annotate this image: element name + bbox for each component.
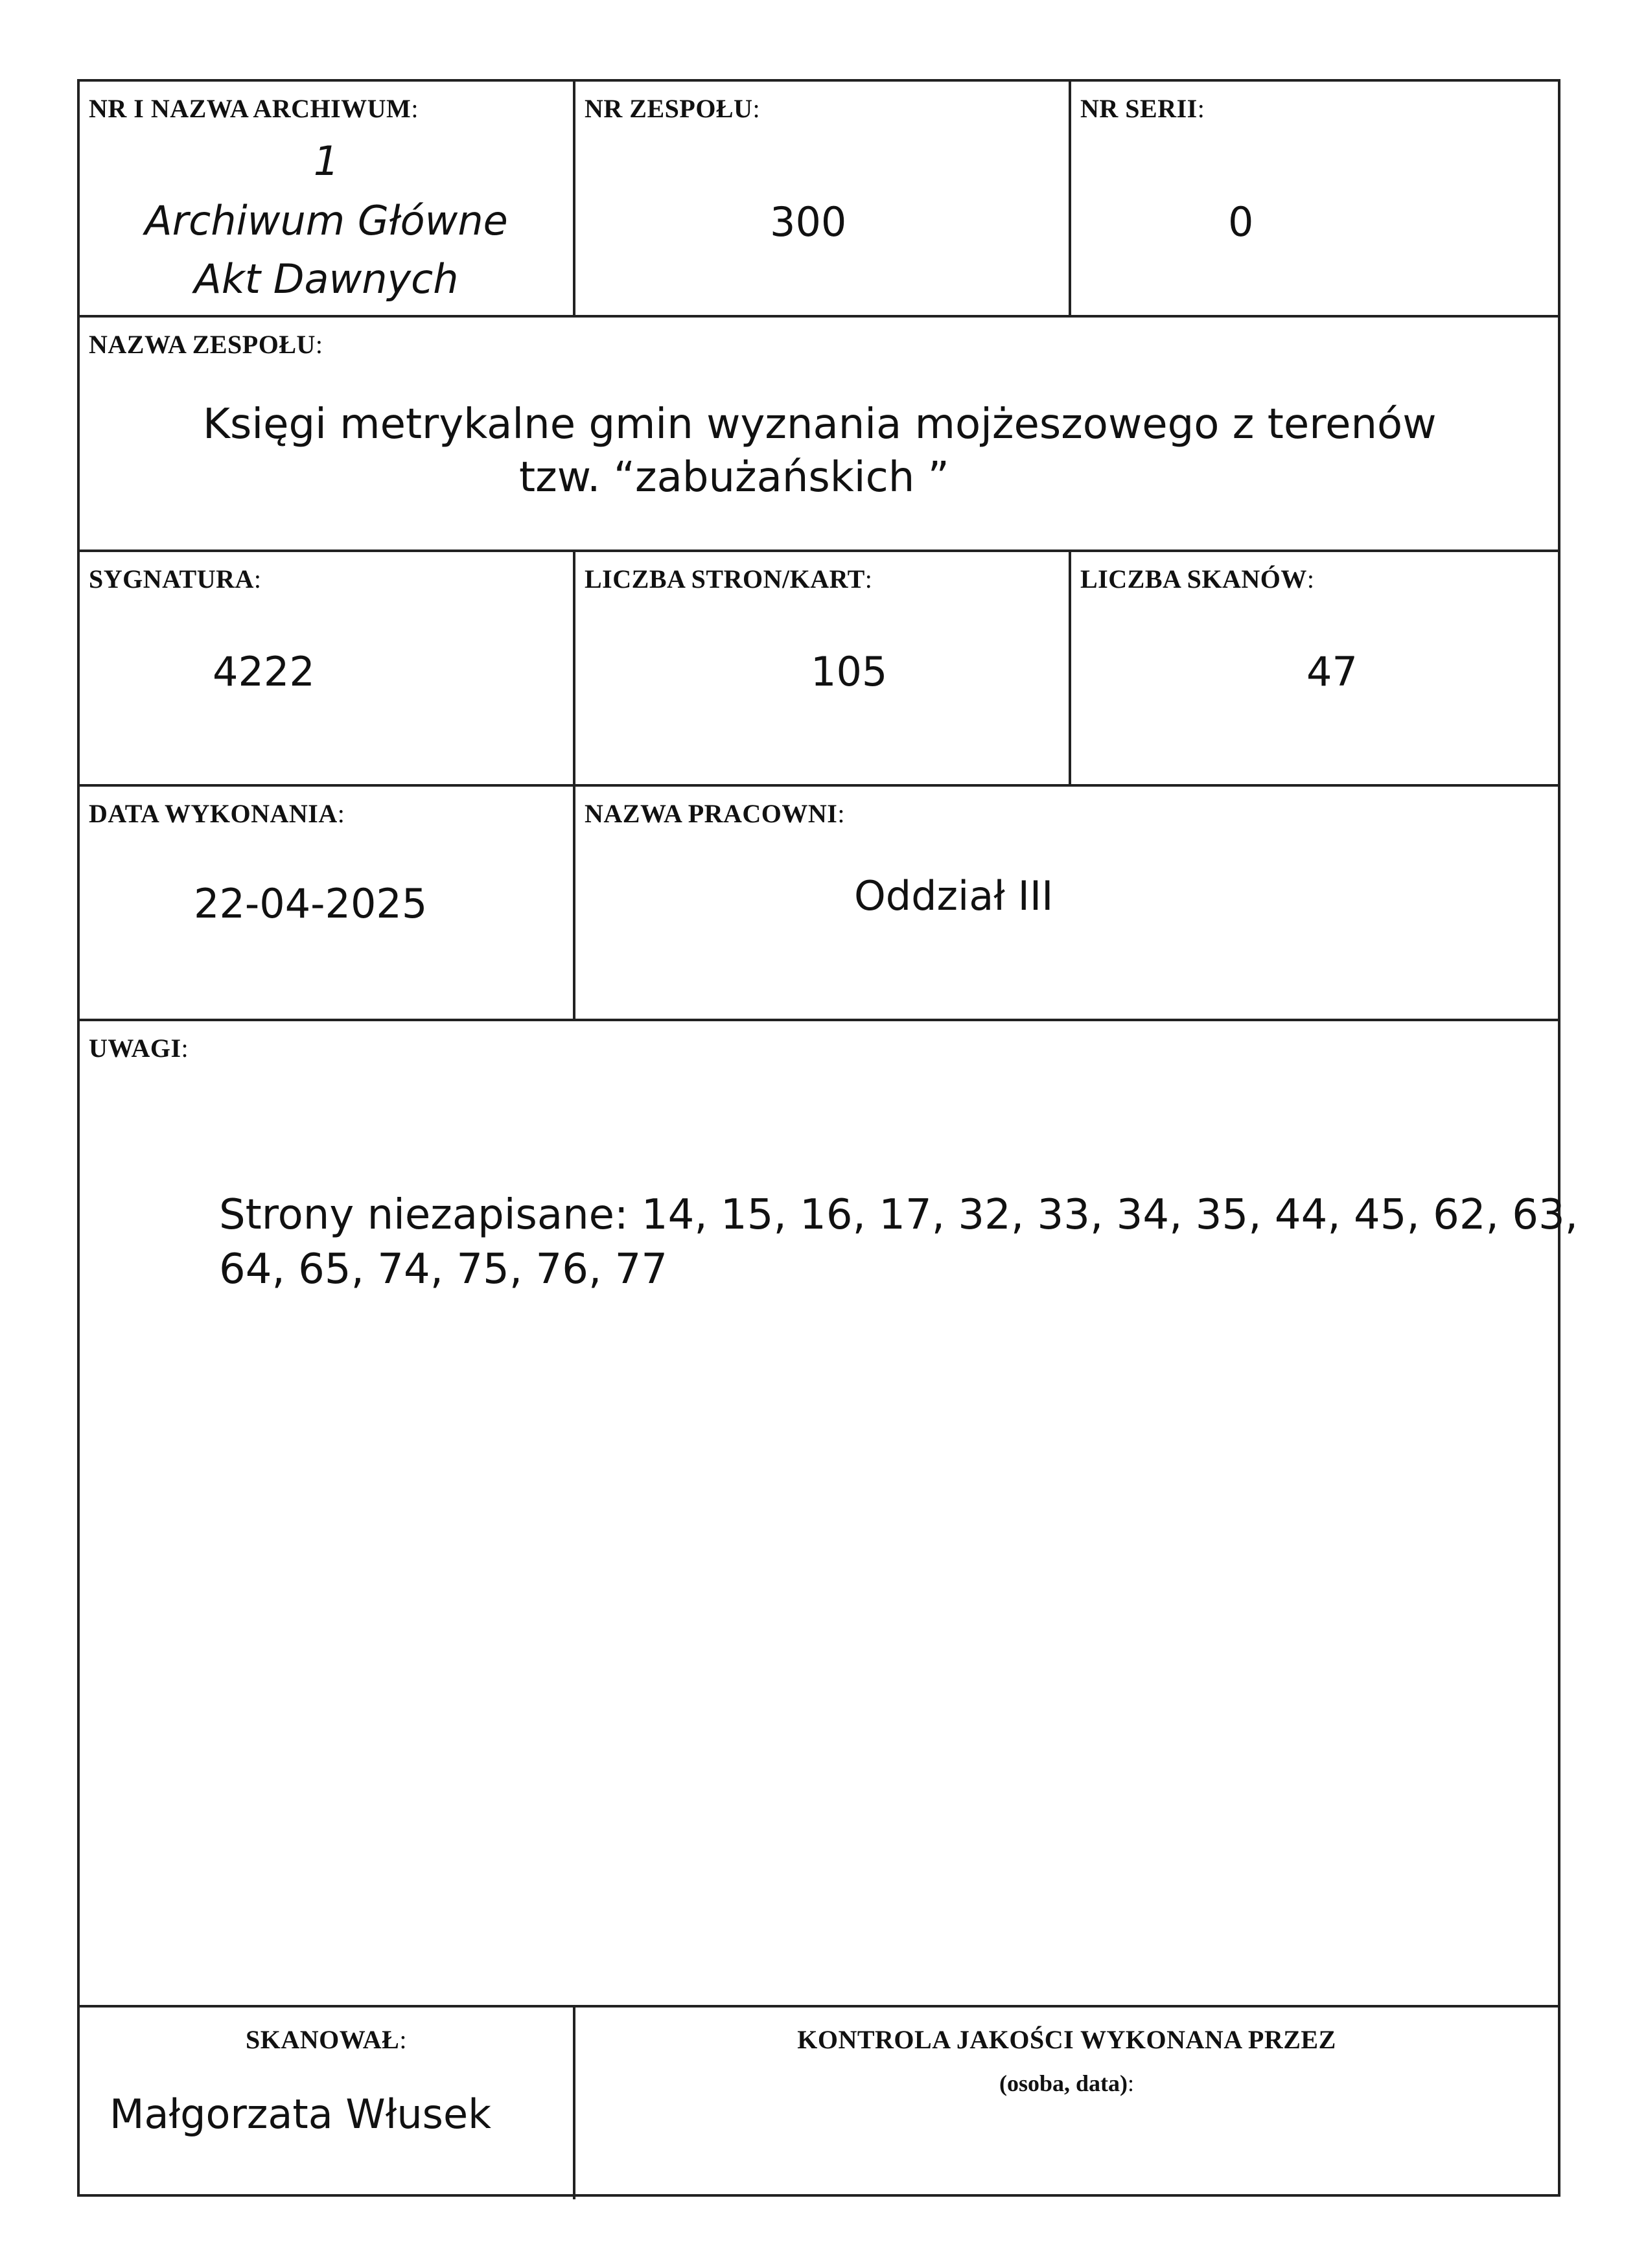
row-remarks: [80, 1021, 1579, 2008]
fond-number-label: NR ZESPOŁU:: [585, 94, 761, 123]
archive-metrics-form: [77, 79, 1579, 2197]
archive-number: 1: [313, 137, 340, 185]
remarks-line1: Strony niezapisane: 14, 15, 16, 17, 32, 33, 34, 35, 44, 45, 62, 63,: [219, 1191, 1579, 1239]
page-count-cell: [575, 552, 1071, 784]
archive-cell: [80, 82, 575, 315]
scanned-by-value: Małgorzata Włusek: [110, 2090, 491, 2138]
fond-name-line1: Księgi metrykalne gmin wyznania mojżeszowego z terenów: [203, 400, 1437, 448]
archive-name-line1: Archiwum Główne: [145, 197, 508, 244]
row-archive-fond-series: [80, 82, 1558, 318]
workshop-label: NAZWA PRACOWNI:: [585, 799, 845, 828]
archive-name-line2: Akt Dawnych: [194, 255, 459, 303]
scan-count-label: LICZBA SKANÓW:: [1080, 564, 1315, 594]
quality-control-label: KONTROLA JAKOŚCI WYKONANA PRZEZ: [797, 2025, 1336, 2054]
page-count-value: 105: [811, 648, 888, 695]
page-count-label: LICZBA STRON/KART:: [585, 564, 873, 594]
remarks-cell: [80, 1021, 1579, 2005]
date-cell: [80, 787, 575, 1019]
series-number-cell: [1071, 82, 1558, 315]
fond-number-value: 300: [770, 198, 847, 246]
series-number-value: 0: [1228, 198, 1254, 246]
date-label: DATA WYKONANIA:: [89, 799, 345, 828]
signature-label: SYGNATURA:: [89, 564, 262, 594]
archive-label: NR I NAZWA ARCHIWUM:: [89, 94, 419, 123]
row-date-workshop: [80, 787, 1558, 1021]
series-number-label: NR SERII:: [1080, 94, 1205, 123]
scan-count-cell: [1071, 552, 1558, 784]
date-value: 22-04-2025: [194, 880, 428, 927]
remarks-line2: 64, 65, 74, 75, 76, 77: [219, 1245, 668, 1293]
fond-name-cell: [80, 318, 1558, 550]
workshop-value: Oddział III: [854, 872, 1054, 920]
fond-name-line2: tzw. “zabużańskich ”: [519, 454, 949, 502]
scanned-by-label: SKANOWAŁ:: [245, 2025, 407, 2054]
workshop-cell: [575, 787, 1558, 1019]
quality-control-sub-label: (osoba, data):: [999, 2070, 1135, 2096]
quality-control-cell: [575, 2008, 1558, 2199]
signature-cell: [80, 552, 575, 784]
row-signature-counts: [80, 552, 1558, 787]
scanned-by-cell: [80, 2008, 575, 2199]
scan-count-value: 47: [1306, 648, 1358, 695]
fond-number-cell: [575, 82, 1071, 315]
fond-name-label: NAZWA ZESPOŁU:: [89, 330, 323, 359]
row-scanner-quality: [80, 2008, 1558, 2199]
row-fond-name: [80, 318, 1558, 552]
remarks-label: UWAGI:: [89, 1034, 189, 1063]
signature-value: 4222: [213, 648, 315, 695]
